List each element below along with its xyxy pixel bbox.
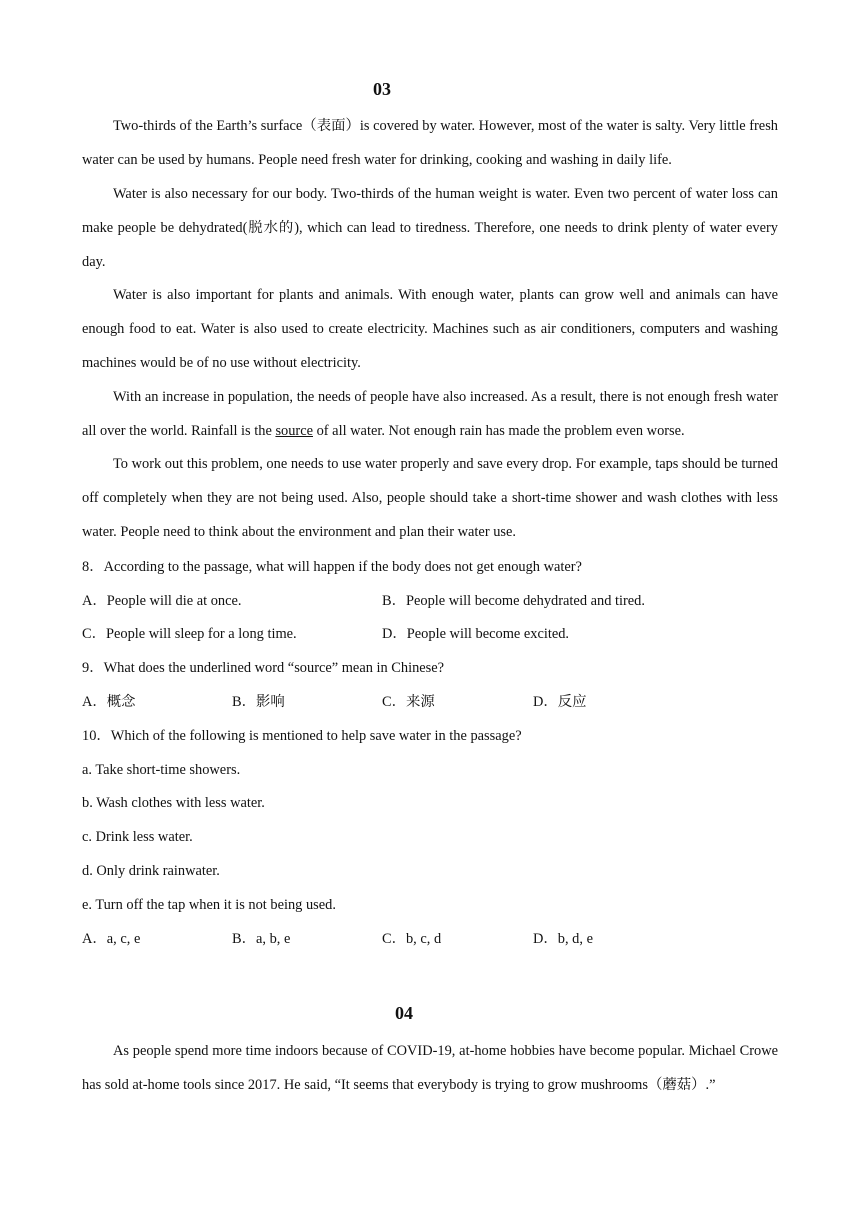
question-8-option-a: A．People will die at once.	[82, 593, 242, 609]
question-10-item-e: e. Turn off the tap when it is not being used.	[82, 897, 336, 913]
section-number-04: 04	[395, 1003, 413, 1023]
question-10-item-b: b. Wash clothes with less water.	[82, 795, 265, 811]
question-10-option-c: C．b, c, d	[382, 931, 442, 947]
question-9-option-c: C．来源	[382, 694, 435, 710]
paragraph-4	[82, 381, 778, 449]
paragraph-4-text-after: of all water. Not enough rain has made the problem even worse.	[313, 422, 685, 439]
question-10-option-d: D．b, d, e	[533, 931, 593, 947]
underlined-word-source: source	[275, 422, 313, 439]
question-9-option-a: A．概念	[82, 694, 136, 710]
question-8-stem: 8．According to the passage, what will happen if the body does not get enough water?	[82, 559, 582, 575]
question-8-option-d: D．People will become excited.	[382, 626, 570, 642]
section-2-paragraph-1: As people spend more time indoors because of COVID-19, at-home hobbies have become popular. Michael Crowe has sold at-home tools since 2017. He said, “It seems that everybody is trying to grow mushrooms（蘑菇）.”	[82, 1043, 778, 1093]
paragraph-5: To work out this problem, one needs to use water properly and save every drop. For example, taps should be turned off completely when they are not being used. Also, people should take a short-time shower and wash clothes with less water. People need to think about the environment and plan their water use.	[82, 456, 778, 540]
question-10-stem: 10．Which of the following is mentioned to help save water in the passage?	[82, 728, 522, 744]
question-10-item-a: a. Take short-time showers.	[82, 762, 241, 778]
question-9-stem: 9．What does the underlined word “source” mean in Chinese?	[82, 660, 445, 676]
question-8-option-b: B．People will become dehydrated and tired.	[382, 593, 645, 609]
question-10-option-a: A．a, c, e	[82, 931, 141, 947]
question-9-option-b: B．影响	[232, 694, 285, 710]
paragraph-2: Water is also necessary for our body. Two-thirds of the human weight is water. Even two percent of water loss can make people be dehydrated(脱水的), which can lead to tiredness. Therefore, one needs to drink plenty of water every day.	[82, 186, 778, 270]
section-number-03: 03	[373, 79, 391, 99]
question-8-option-c: C．People will sleep for a long time.	[82, 626, 297, 642]
paragraph-3: Water is also important for plants and animals. With enough water, plants can grow well and animals can have enough food to eat. Water is also used to create electricity. Machines such as air conditioners, computers and washing machines would be of no use without electricity.	[82, 287, 778, 371]
question-10-option-b: B．a, b, e	[232, 931, 291, 947]
question-9-option-d: D．反应	[533, 694, 587, 710]
paragraph-4-text-before: With an increase in population, the needs of people have also increased. As a result, there is not enough fresh water all over the world. Rainfall is the	[82, 389, 778, 439]
question-10-item-d: d. Only drink rainwater.	[82, 863, 220, 879]
paragraph-1: Two-thirds of the Earth’s surface（表面）is covered by water. However, most of the water is salty. Very little fresh water can be used by humans. People need fresh water for drinking, cooking and washing in daily life.	[82, 118, 778, 168]
question-10-item-c: c. Drink less water.	[82, 829, 193, 845]
